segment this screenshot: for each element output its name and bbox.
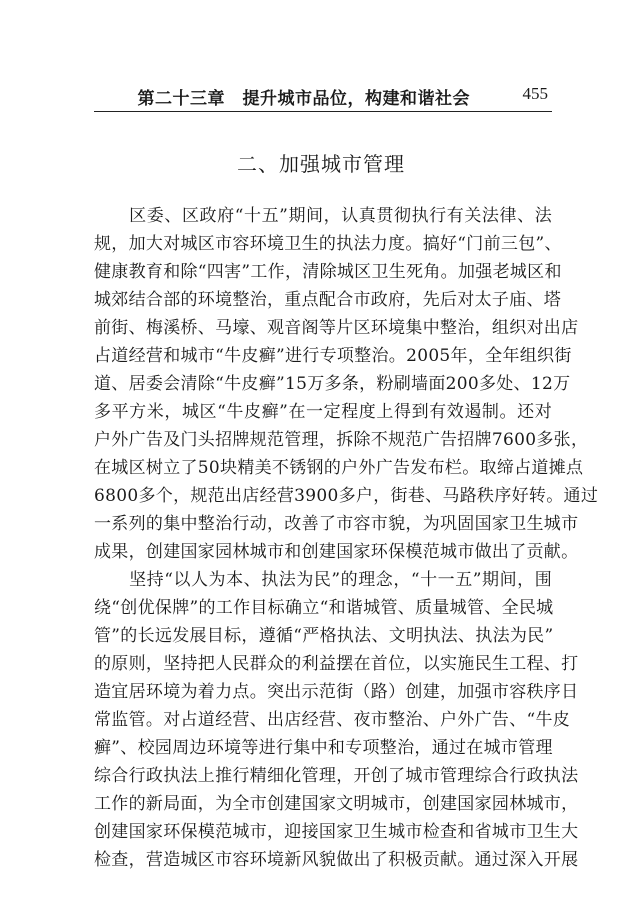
- text-line: 6800多个，规范出店经营3900多户，街巷、马路秩序好转。通过: [94, 486, 599, 506]
- chapter-title: 第二十三章 提升城市品位，构建和谐社会: [137, 89, 470, 109]
- running-header: [94, 82, 552, 112]
- text-line: 户外广告及门头招牌规范管理，拆除不规范广告招牌7600多张，: [94, 430, 589, 450]
- text-line: 区委、区政府“十五”期间，认真贯彻执行有关法律、法: [94, 206, 552, 226]
- text-line: 占道经营和城市“牛皮癣”进行专项整治。2005年，全年组织街: [94, 346, 572, 366]
- text-line: 绕“创优保牌”的工作目标确立“和谐城管、质量城管、全民城: [94, 598, 554, 618]
- section-title: 二、加强城市管理: [237, 152, 405, 176]
- text-line: 检查，营造城区市容环境新风貌做出了积极贡献。通过深入开展: [94, 850, 579, 870]
- text-line: 多平方米，城区“牛皮癣”在一定程度上得到有效遏制。还对: [94, 402, 552, 422]
- text-line: 常监管。对占道经营、出店经营、夜市整治、户外广告、“牛皮: [94, 710, 571, 730]
- text-line: 道、居委会清除“牛皮癣”15万多条，粉刷墙面200多处、12万: [94, 374, 571, 394]
- text-line: 规，加大对城区市容环境卫生的执法力度。搞好“门前三包”、: [94, 234, 562, 254]
- text-line: 在城区树立了50块精美不锈钢的户外广告发布栏。取缔占道摊点: [94, 458, 584, 478]
- text-line: 一系列的集中整治行动，改善了市容市貌，为巩固国家卫生城市: [94, 514, 579, 534]
- text-line: 坚持“以人为本、执法为民”的理念，“十一五”期间，围: [94, 570, 552, 590]
- text-line: 工作的新局面，为全市创建国家文明城市，创建国家园林城市，: [94, 794, 579, 814]
- body-text: [94, 202, 599, 874]
- text-line: 管”的长远发展目标，遵循“严格执法、文明执法、执法为民”: [94, 626, 554, 646]
- text-line: 成果，创建国家园林城市和创建国家环保模范城市做出了贡献。: [94, 542, 579, 562]
- page-number: 455: [522, 84, 548, 103]
- text-line: 城郊结合部的环境整治，重点配合市政府，先后对太子庙、塔: [94, 290, 562, 310]
- header-rule: [94, 111, 552, 112]
- text-line: 癣”、校园周边环境等进行集中和专项整治，通过在城市管理: [94, 738, 553, 758]
- text-line: 造宜居环境为着力点。突出示范街（路）创建，加强市容秩序日: [94, 682, 579, 702]
- text-line: 健康教育和除“四害”工作，清除城区卫生死角。加强老城区和: [94, 262, 562, 282]
- text-line: 创建国家环保模范城市，迎接国家卫生城市检查和省城市卫生大: [94, 822, 579, 842]
- text-line: 的原则，坚持把人民群众的利益摆在首位，以实施民生工程、打: [94, 654, 579, 674]
- text-line: 综合行政执法上推行精细化管理，开创了城市管理综合行政执法: [94, 766, 579, 786]
- text-line: 前街、梅溪桥、马壕、观音阁等片区环境集中整治，组织对出店: [94, 318, 579, 338]
